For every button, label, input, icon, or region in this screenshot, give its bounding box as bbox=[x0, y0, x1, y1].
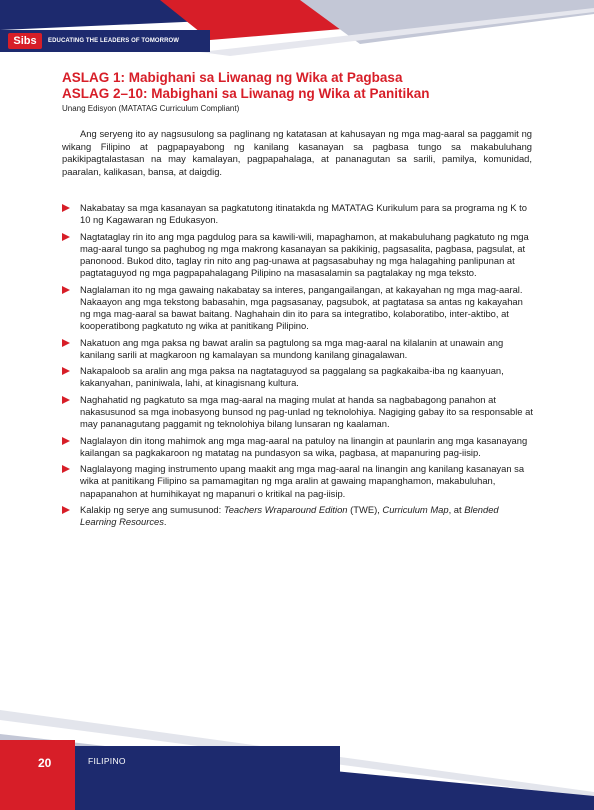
triangle-bullet-icon bbox=[62, 465, 70, 473]
brand-tagline: EDUCATING THE LEADERS OF TOMORROW bbox=[48, 38, 180, 44]
list-item-text bbox=[80, 504, 499, 527]
list-item-text: Naglalayong maging instrumento upang maakit ang mga mag-aaral na linangin ang kanilang kasanayan sa wika at panitikang Filipino sa pamamagitan ng mga aralin at gawaing mapanghamon, makabuluhan, napapanahon at humihikayat ng mapanuri o kritikal na pag-iisip. bbox=[80, 463, 525, 499]
title-line-1: ASLAG 1: Mabighani sa Liwanag ng Wika at Pagbasa bbox=[62, 70, 403, 85]
triangle-bullet-icon bbox=[62, 437, 70, 445]
component-twe: Teachers Wraparound Edition bbox=[223, 503, 348, 515]
feature-list bbox=[62, 202, 534, 533]
list-item bbox=[62, 365, 534, 389]
triangle-bullet-icon bbox=[62, 367, 70, 375]
triangle-bullet-icon bbox=[62, 506, 70, 514]
page-title bbox=[62, 70, 502, 102]
list-item bbox=[62, 284, 534, 333]
component-end: . bbox=[163, 516, 167, 528]
triangle-bullet-icon bbox=[62, 286, 70, 294]
list-item bbox=[62, 504, 534, 528]
triangle-bullet-icon bbox=[62, 396, 70, 404]
components-lead: Kalakip ng serye ang sumusunod: bbox=[80, 503, 224, 515]
sibs-logo: Sibs bbox=[8, 33, 42, 49]
edition-note: Unang Edisyon (MATATAG Curriculum Compliant) bbox=[62, 104, 240, 113]
list-item bbox=[62, 435, 534, 459]
list-item-text: Naghahatid ng pagkatuto sa mga mag-aaral na maging mulat at handa sa nagbabagong panahon at nakasusunod sa mga inobasyong bunsod ng pag-unlad ng teknolohiya. Nagiging gabay ito sa responsable at may pananagutang paggamit ng teknolohiya bilang lunsaran ng kaalaman. bbox=[80, 393, 533, 430]
list-item bbox=[62, 394, 534, 431]
component-separator: (TWE), bbox=[347, 503, 383, 515]
triangle-bullet-icon bbox=[62, 233, 70, 241]
list-item-text: Naglalaman ito ng mga gawaing nakabatay sa interes, pangangailangan, at kakayahan ng mga mag-aaral. Nakaayon ang mga tekstong babasahin, mga pagsasanay, pagsubok, at pagtatasa sa antas ng kakayahan ng mga mag-aaral sa bawat baitang. Naghahain din ito para sa integratibo, kolaboratibo, inter-aktibo, at kooperatibong pagkatuto ng wika at panitikang Pilipino. bbox=[80, 283, 523, 332]
component-blended-learning: Blended Learning Resources bbox=[80, 503, 499, 528]
brand-bar bbox=[0, 30, 210, 52]
footer-stripes bbox=[0, 700, 594, 810]
triangle-bullet-icon bbox=[62, 339, 70, 347]
list-item-text: Nakapaloob sa aralin ang mga paksa na nagtataguyod sa paggalang sa pagkakaiba-iba ng kaanyuan, kakanyahan, paniniwala, lahi, at kinagisnang kultura. bbox=[80, 365, 504, 389]
component-separator: , at bbox=[448, 503, 465, 515]
list-item bbox=[62, 231, 534, 280]
triangle-bullet-icon bbox=[62, 204, 70, 212]
page-number: 20 bbox=[38, 756, 52, 770]
list-item bbox=[62, 337, 534, 361]
subject-label: FILIPINO bbox=[88, 756, 126, 766]
list-item bbox=[62, 202, 534, 226]
list-item bbox=[62, 463, 534, 500]
intro-paragraph: Ang seryeng ito ay nagsusulong sa paglinang ng katatasan at kahusayan ng mga mag-aaral sa paggamit ng wikang Filipino at pagpapayabong ng kanilang kasanayan sa pagbasa tungo sa makabuluhang pakikipagtalastasan na may kamalayan, pagpapahalaga, at pananagutan sa sarili, pamilya, komunidad, paaralan, kalikasan, bansa, at daigdig. bbox=[62, 128, 532, 177]
title-line-2: ASLAG 2–10: Mabighani sa Liwanag ng Wika at Panitikan bbox=[62, 86, 430, 101]
footer-banner bbox=[0, 700, 594, 810]
list-item-text: Nagtataglay rin ito ang mga pagdulog para sa kawili-wili, mapaghamon, at makabuluhang pagkatuto ng mga mag-aaral tungo sa paghubog ng mga makrong kasanayan sa pakikinig, pagsasalita, pagbasa, pagsulat, at panonood. Bukod dito, taglay rin nito ang pag-unawa at pagsasabuhay ng mga halagahing panlipunan at pagtataguyod ng mga pagpapahalagang Pilipino na masasalamin sa pagtalakay ng mga teksto. bbox=[80, 230, 529, 279]
list-item-text: Nakatuon ang mga paksa ng bawat aralin sa pagtulong sa mga mag-aaral na kilalanin at unawain ang kanilang sarili at magkaroon ng kamalayan sa mundong kanilang ginagalawan. bbox=[80, 336, 504, 360]
list-item-text: Nakabatay sa mga kasanayan sa pagkatutong itinatakda ng MATATAG Kurikulum para sa programa ng K to 10 ng Kagawaran ng Edukasyon. bbox=[80, 202, 527, 226]
list-item-text: Naglalayon din itong mahimok ang mga mag-aaral na patuloy na linangin at paunlarin ang mga kasanayang kailangan sa pagkakaroon ng matatag na pundasyon sa wika, pagbasa, at mapanuring pag-iisip. bbox=[80, 434, 528, 458]
component-curriculum-map: Curriculum Map bbox=[382, 503, 449, 515]
